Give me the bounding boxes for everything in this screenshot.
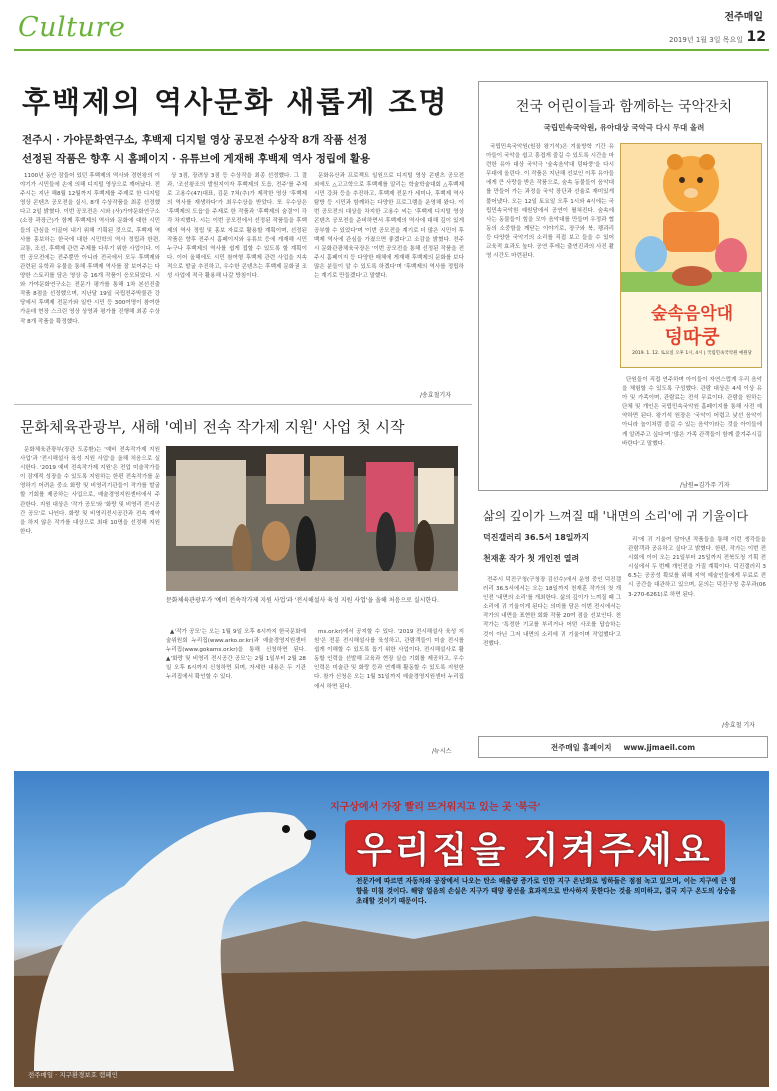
music-article-col-1: 국립민속국악원(원장 왕기석)은 겨울방학 기간 유아들이 국악을 쉽고 흥겹게 즐길 수 있도록 시간을 마련한 유아 대상 국악극 '숲속음악대 덩따쿵'을 다시 무대에 올린다. 이 작품은 지난해 선보인 이후 유아들에게 큰 사랑을 받은 작품으로, 숲속 동물들이 음악대를 만들어 가는 과정을 국악 장단과 선율로 재미있게 풀어냈다. 오는 12일 토요일 오후 1시와 4시에는 국립민속국악원 예원당에서 공연이 펼쳐진다. 숲속에 사는 동물들이 힘을 모아 음악대를 만들며 우정과 협동의 소중함을 깨닫는 이야기로, 장구와 북, 꽹과리 등 다양한 국악기의 소리를 직접 보고 들을 수 있어 교육적 효과도 높다. 공연 후에는 출연진과의 사진 촬영 시간도 마련된다.: [486, 144, 614, 260]
main-subhead-2: 선정된 작품은 향후 시 홈페이지 · 유튜브에 게재해 후백제 역사 정립에 활용: [22, 153, 371, 165]
poster-title-2: 덩따쿵: [664, 326, 720, 348]
second-article-col-2: ▲'작가 공모'는 오는 1월 9일 오후 6시까지 한국문화예술위원회 누리집(www.arko.or.kr)과 예술경영지원센터 누리집(www.gokams.or.kr)을 통해 신청하면 된다. ▲'화랑 및 비영리 전시공간 공모'는 2월 1일부터 2월 28일 오후 6시까지 신청하면 되며, 자세한 내용은 두 기관 누리집에서 확인할 수 있다.: [166, 629, 306, 681]
section-divider: [14, 404, 472, 405]
music-article-col-2: 단원들이 직접 연주하며 아이들이 자연스럽게 우리 음악을 체험할 수 있도록 구성했다. 관람 대상은 4세 이상 유아 및 가족이며, 관람료는 전석 무료이다. 관람을 원하는 단체 및 개인은 국립민속국악원 홈페이지를 통해 사전 예약하면 된다. 왕기석 원장은 '국악이 어렵고 낯선 음악이 아니라 놀이처럼 즐길 수 있는 음악이라는 것을 아이들에게 알려주고 싶다'며 '많은 가족 관객들이 함께 즐겨주시길 바란다'고 말했다.: [622, 377, 762, 447]
exhibition-photo-image: [166, 446, 458, 591]
ad-body-text: 전문가에 따르면 자동차와 공장에서 나오는 탄소 배출량 증가로 인한 지구 온난화로 빙하들은 점점 녹고 있으며, 이는 지구에 큰 영향을 미칠 것이다. 해양 얼음의 손실은 지구가 태양 광선을 효과적으로 반사하지 못한다는 것을 의미하고, 결국 지구 온도의 상승을 초래할 것이기 때문이다.: [356, 877, 736, 905]
ad-sponsor: 전주매일 · 지구환경보호 캠페인: [28, 1071, 118, 1079]
second-article-col-3: ms.or.kr)에서 공지할 수 있다. '2019 전시해설사 육성 지원'은 전문 전시해설사를 육성하고, 관람객들이 미술 전시를 쉽게 이해할 수 있도록 돕기 위한 사업이다. 전시해설사로 활동할 인력을 선발해 교육과 현장 실습 기회를 제공하고, 우수 인력은 미술관 및 화랑 등과 연계해 활동할 수 있도록 지원한다. 참가 신청은 오는 1월 31일까지 예술경영지원센터 누리집에서 하면 된다.: [314, 629, 464, 690]
second-article-credit: /뉴시스: [432, 748, 452, 755]
main-headline: 후백제의 역사문화 새롭게 조명: [22, 85, 449, 119]
exhibition-photo: [166, 446, 458, 591]
poster-title: 숲속음악대: [650, 304, 734, 324]
homepage-banner: [478, 736, 768, 758]
climate-ad: [14, 771, 769, 1087]
exhibit-subhead-2: 천재훈 작가 첫 개인전 열려: [483, 554, 580, 563]
music-subhead: 국립민속국악원, 유아대상 국악극 다시 무대 올려: [543, 123, 705, 132]
main-subhead-1: 전주시 · 가야문화연구소, 후백제 디지털 영상 공모전 수상작 8개 작품 선정: [22, 134, 368, 146]
ad-tagline: 지구상에서 가장 빨리 뜨거워지고 있는 곳 '북극': [330, 802, 541, 813]
second-headline: 문화체육관광부, 새해 '예비 전속 작가제 지원' 사업 첫 시작: [20, 418, 405, 436]
newspaper-brand: 전주매일: [724, 12, 763, 23]
exhibit-article-col-1: 전주시 덕진구청(구청장 김선수)에서 운영 중인 덕진갤러리 36.5서에서는 오는 18일까지 천재훈 작가의 첫 개인전 '내면의 소리'를 개최한다. 삶의 깊이가 느껴질 때 그 소리에 귀 기울이게 된다는 의미를 담은 이번 전시에서는 작가의 내면을 표현한 회화 작품 20여 점을 선보인다. 천 작가는 '특정한 기교를 부리거나 어떤 사조를 답습하는 것이 아닌 그저 내면의 소리에 귀 기울이며 작업했다'고 전했다.: [483, 577, 621, 647]
exhibit-subhead-1: 덕진갤러리 36.5서 18일까지: [483, 533, 589, 542]
section-title: Culture: [18, 12, 126, 43]
poster-info: 2019. 1. 12. 토요일 오후 1시, 4시 | 국립민속국악원 예원당: [632, 351, 752, 356]
exhibit-article-credit: /송효철 기자: [722, 722, 755, 729]
second-article-col-1: 문화체육관광부(장관 도종환)는 '예비 전속작가제 지원 사업'과 '전시해설사 육성 지원 사업'을 올해 처음으로 실시한다. '2019 예비 전속작가제 지원'은 전업 미술작가들이 잠재적 성장을 수 있도록 지원하는 한편 전속작가를 운영하기 어려운 중소 화랑 및 비영리기관들이 작가를 발굴할 기회를 제공하는 사업으로, 예술경영지원센터에서 주관한다. 지원 대상은 '작가 공모'와 '화랑 및 비영리 전시공간 공모'로 나뉜다. 화랑 및 비영리전시공간과 전속 계약을 하지 않은 작가를 대상으로 최대 10명을 선정해 지원한다.: [20, 447, 160, 535]
homepage-link[interactable]: www.jjmaeil.com: [623, 742, 696, 752]
polar-bear-illustration: [14, 771, 769, 1087]
issue-date: 2019년 1월 3일 목요일: [669, 36, 743, 44]
music-headline: 전국 어린이들과 함께하는 국악잔치: [515, 99, 733, 115]
ad-main-slogan: 우리집을 지켜주세요: [345, 820, 725, 875]
photo-caption: 문화체육관광부가 '예비 전속작가제 지원 사업'과 '전시해설사 육성 지원 사업'을 올해 처음으로 실시한다.: [166, 597, 439, 604]
homepage-label: 전주매일 홈페이지: [550, 742, 612, 752]
header-divider: [14, 49, 769, 51]
page-number: 12: [746, 29, 766, 45]
exhibit-headline: 삶의 깊이가 느껴질 때 '내면의 소리'에 귀 기울이다: [483, 509, 749, 523]
concert-poster: [620, 143, 762, 368]
music-article-credit: /남원=김가주 기자: [680, 482, 730, 489]
main-article-col-1: 1100년 동안 잠들어 있던 후백제의 역사와 경헌왕의 이야기가 시민들에 손에 의해 디지털 영상으로 깨어났다. 전주시는 지난 해8월 12월까지 후백제를 주제로 한 디지털 영상 콘텐츠 공모전을 실시, 8개 수상작품을 최종 선정했다고 2일 밝혔다. 이번 공모전은 시와 (사)가야문화연구소(소장 곽장근)가 함께 후백제의 역사와 문화에 대한 시민들의 관심을 이끌어 내기 위해 기획된 것으로, 후백제 역사를 홍보하는 한국에 대한 시민학의 역사 정립과 한편, 교통, 조선, 후백제 관련 주제를 다루기 위한 사업이다. 이번 공모전에는 전주뿐만 아니라 전국에서 모두 후백제와 관련된 유학과 유물을 통해 후백제 역사를 잘 보여주는 다양한 스토리를 담은 영상 총 16개 작품이 응모되었다. 시와 가야문화연구소는 전문가 평가를 통해 1차 본선진출 작품 8점을 선정했으며, 지난달 19일 국립전주박물관 강당에서 후백제 전문가와 일반 시민 등 300여명이 참여한 가운데 현장 스크린 영상 상영과 평가를 진행해 최종 수상작 8개 작품을 확정했다.: [20, 173, 160, 325]
main-article-col-2: 상 3점, 장려상 3점 등 수상작을 최종 선정했다. 그 결과, '조선왕조의 발원지이자 후백제의 도읍, 전주'를 주제로 고용수(47)대표, 김문 7쳐(추)가 제작한 영상 '후백제의 역사를 재생하다'가 최우수상을 받았다. 또 우수상은 '후백제의 도읍'을 주제로 한 작품과 '후백제의 숨결'이 각각 차지했다. 시는 이번 공모전에서 선정된 작품들을 후백제의 역사 정립 및 홍보 자료로 활용할 계획이며, 선정된 작품은 향후 전주시 홈페이지와 유튜브 등에 게재해 시민 누구나 후백제의 역사를 쉽게 접할 수 있도록 할 계획이다. 이어 올해에도 시민 참여형 후백제 관련 사업을 지속적으로 발굴 추진하고, 우수한 콘텐츠는 후백제 문화권 조성 사업에 적극 활용해 나갈 방침이다.: [167, 173, 307, 280]
main-article-credit: /송효철기자: [420, 392, 452, 399]
main-article-col-3: 문화유산과 프로젝트 일원으로 디지털 영상 콘텐츠 공모전 외에도 △고고학으로 후백제를 알리는 학술학술대회 △후백제 시민 강좌 등을 추진하고, 후백제 전문가 세미나, 후백제 역사 탐방 등 시민과 함께하는 다양한 프로그램을 운영해 왔다. 이번 공모전의 대상을 차지한 고용수 씨는 '후백제 디지털 영상 콘텐츠 공모전을 준비하면서 후백제의 역사에 대해 깊이 있게 공부할 수 있었다'며 '이번 공모전을 계기로 더 많은 시민이 후백제 역사에 관심을 가졌으면 좋겠다'고 소감을 밝혔다. 전주시 문화관광체육국장은 '이번 공모전을 통해 선정된 작품을 전주시 홈페이지 등 다양한 매체에 게재해 후백제의 문화를 보다 많은 분들이 알 수 있도록 하겠다'며 '후백제의 역사를 정립하는 계기로 만들겠다'고 말했다.: [314, 173, 464, 280]
exhibit-article-col-2: 리'에 귀 기울여 담아낸 작품들을 통해 이런 생각들을 관람객과 공유하고 싶다'고 밝혔다. 한편, 작가는 이번 전시회에 이어 오는 21일부터 25일까지 전북도청 기획 전시실에서 두 번째 개인전을 가질 계획이다. 덕진갤러리 36.5는 공공성 확보를 위해 지역 예술인들에게 무료로 전시 공간을 대관하고 있으며, 문의는 덕진구청 총무과(063-270-6261)로 하면 된다.: [628, 537, 766, 598]
